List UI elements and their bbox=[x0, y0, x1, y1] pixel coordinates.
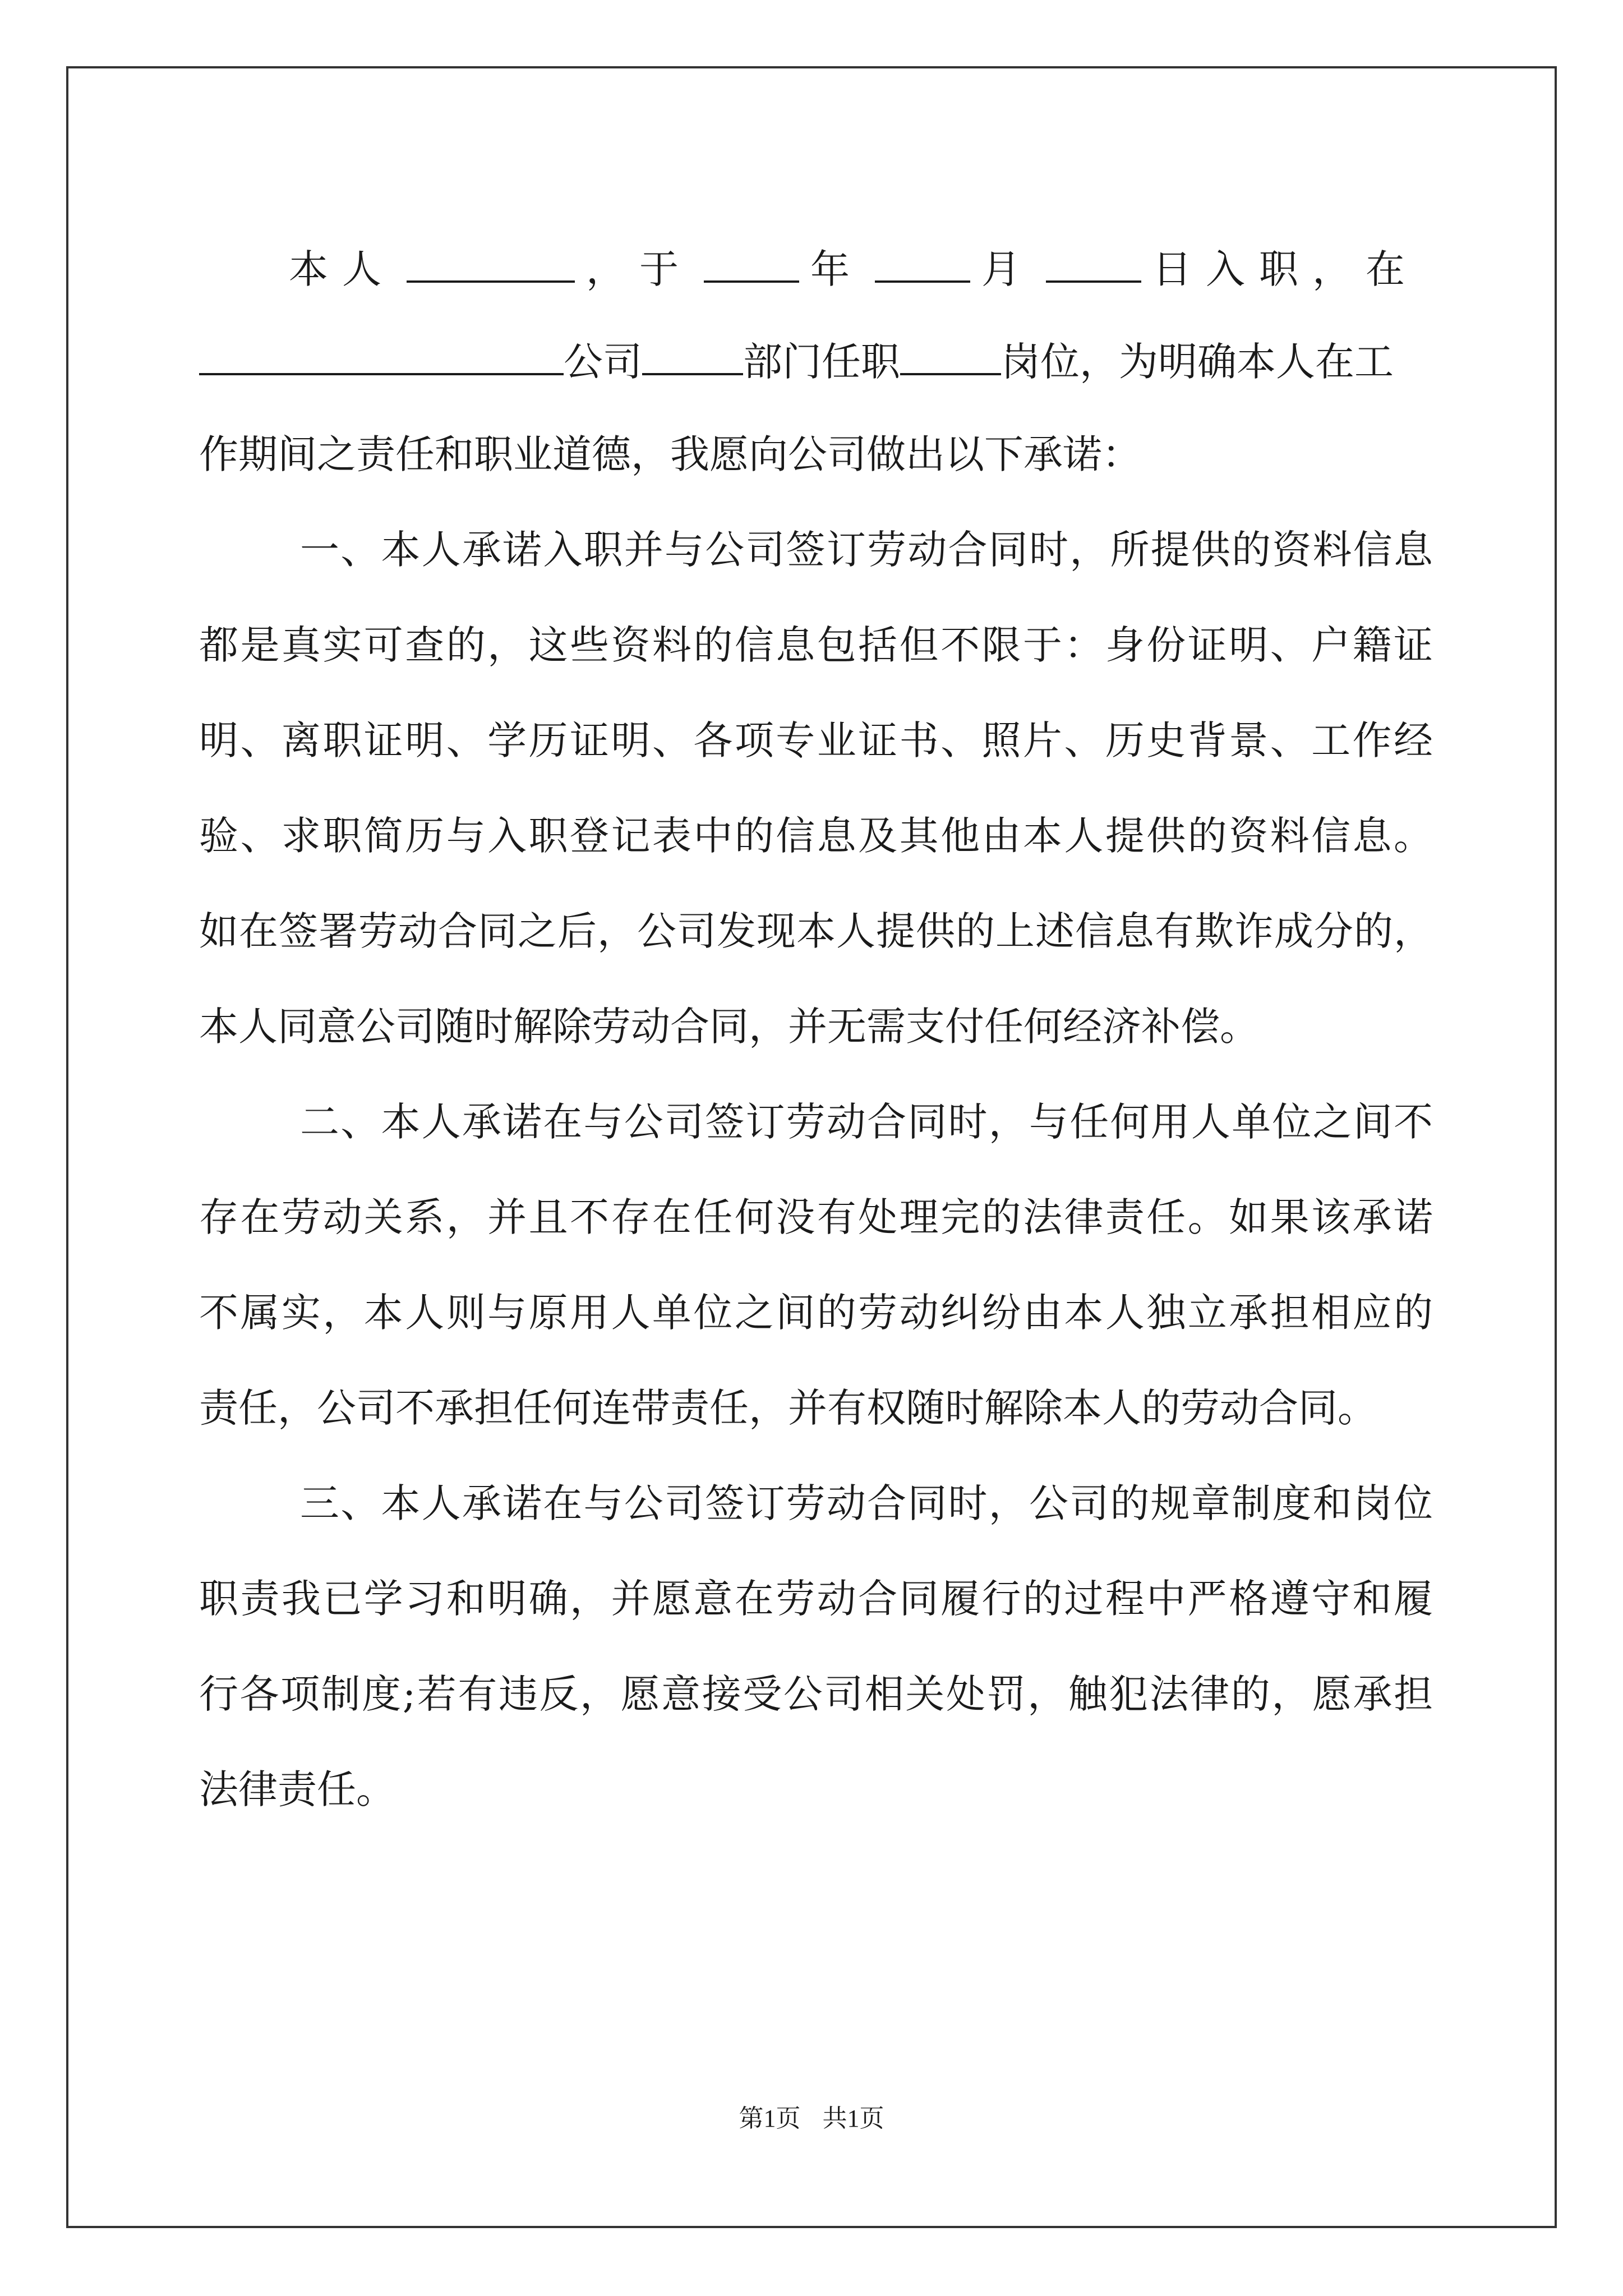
p2-line-2: 存在劳动关系，并且不存在任何没有处理完的法律责任。如果该承诺 bbox=[199, 1194, 1433, 1240]
intro-department: 部门任职 bbox=[743, 339, 900, 385]
intro-position-purpose: 岗位，为明确本人在工 bbox=[1001, 339, 1394, 385]
year-blank[interactable] bbox=[704, 246, 799, 283]
intro-day-entry: 日入职，在 bbox=[1152, 246, 1419, 292]
month-blank[interactable] bbox=[875, 246, 970, 283]
p3-line-3: 行各项制度;若有违反，愿意接受公司相关处罚，触犯法律的，愿承担 bbox=[199, 1671, 1433, 1717]
p3-line-2: 职责我已学习和明确，并愿意在劳动合同履行的过程中严格遵守和履 bbox=[199, 1576, 1433, 1622]
intro-year: 年 bbox=[810, 246, 864, 292]
p1-line-2: 都是真实可查的，这些资料的信息包括但不限于：身份证明、户籍证 bbox=[199, 622, 1433, 668]
page-border bbox=[66, 66, 1557, 2228]
position-blank[interactable] bbox=[900, 338, 1001, 375]
p1-line-6: 本人同意公司随时解除劳动合同，并无需支付任何经济补偿。 bbox=[199, 1004, 1259, 1050]
p2-line-1: 二、本人承诺在与公司签订劳动合同时，与任何用人单位之间不 bbox=[300, 1099, 1433, 1145]
company-blank[interactable] bbox=[199, 338, 564, 375]
p3-line-1: 三、本人承诺在与公司签订劳动合同时，公司的规章制度和岗位 bbox=[300, 1480, 1433, 1526]
p1-line-1: 一、本人承诺入职并与公司签订劳动合同时，所提供的资料信息 bbox=[300, 527, 1433, 573]
department-blank[interactable] bbox=[642, 338, 743, 375]
intro-line-1 bbox=[289, 244, 1433, 295]
p1-line-4: 验、求职简历与入职登记表中的信息及其他由本人提供的资料信息。 bbox=[199, 813, 1433, 859]
p3-line-4: 法律责任。 bbox=[199, 1766, 395, 1812]
intro-company: 公司 bbox=[564, 339, 642, 385]
p2-line-4: 责任，公司不承担任何连带责任，并有权随时解除本人的劳动合同。 bbox=[199, 1385, 1377, 1431]
name-blank[interactable] bbox=[407, 246, 575, 283]
intro-line-3: 作期间之责任和职业道德，我愿向公司做出以下承诺： bbox=[199, 431, 1141, 477]
p1-line-3: 明、离职证明、学历证明、各项专业证书、照片、历史背景、工作经 bbox=[199, 717, 1433, 763]
intro-line-2 bbox=[199, 337, 1433, 387]
intro-prefix: 本人 bbox=[289, 246, 395, 292]
p2-line-3: 不属实，本人则与原用人单位之间的劳动纠纷由本人独立承担相应的 bbox=[199, 1290, 1433, 1336]
page-footer bbox=[0, 2098, 1623, 2134]
page-number-current: 第1页 bbox=[739, 2105, 801, 2132]
p1-line-5: 如在签署劳动合同之后，公司发现本人提供的上述信息有欺诈成分的， bbox=[199, 908, 1433, 954]
intro-comma-yu: ，于 bbox=[586, 246, 693, 292]
page-number-total: 共1页 bbox=[822, 2105, 884, 2132]
day-blank[interactable] bbox=[1046, 246, 1141, 283]
intro-month: 月 bbox=[981, 246, 1035, 292]
